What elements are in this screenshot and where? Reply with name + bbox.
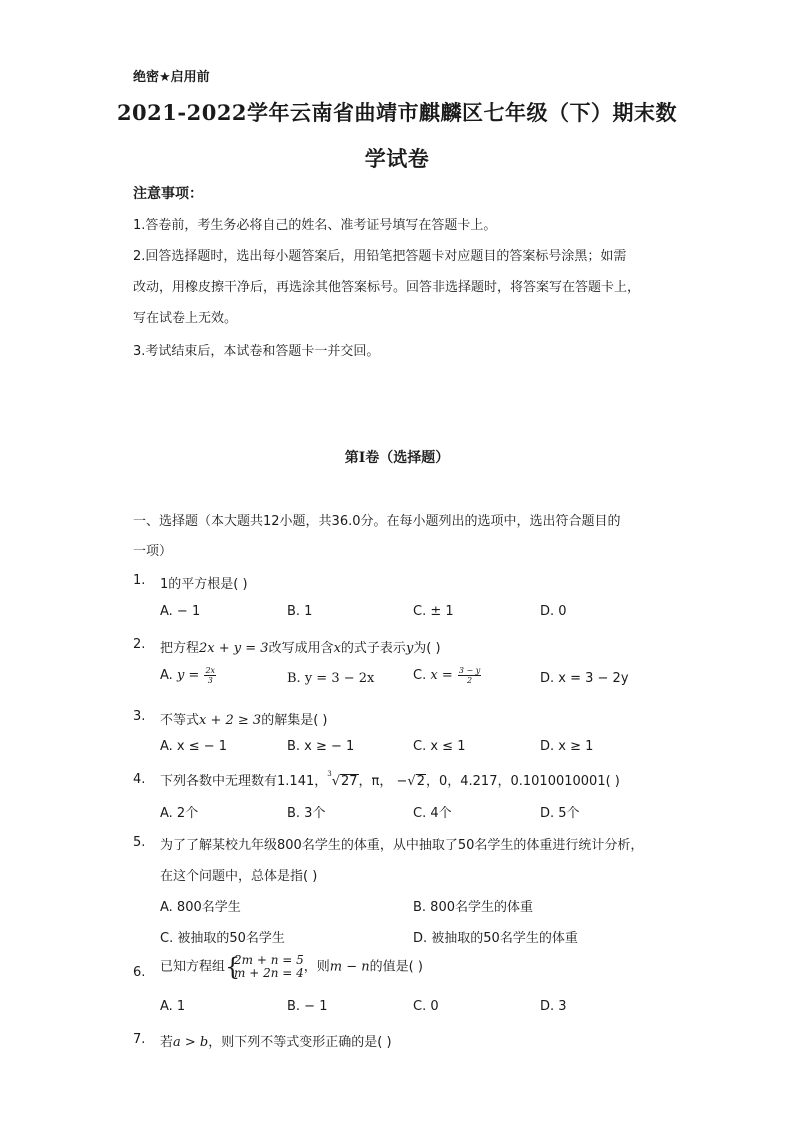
fraction-numerator: 2x <box>205 666 216 675</box>
question-text <box>160 709 328 728</box>
option-a: A. 2个 <box>160 806 199 821</box>
option-a: A. 1 <box>160 999 186 1014</box>
fraction-denominator: 3 <box>207 676 213 685</box>
question-text-prefix: 下列各数中无理数有 <box>160 774 278 789</box>
radical-sign: √ <box>331 774 340 789</box>
question-text-mid: 改写成用含 <box>268 641 334 656</box>
fraction <box>204 666 216 685</box>
question-number: 7. <box>133 1032 146 1047</box>
option-b: B. − 1 <box>287 999 328 1014</box>
question-number: 2. <box>133 637 146 652</box>
notice-item-2-line-2: 改动，用橡皮擦干净后，再选涂其他答案标号。回答非选择题时，将答案写在答题卡上， <box>133 280 641 295</box>
question-text-suffix: 为( ) <box>413 641 441 656</box>
option-c: C. x ≤ 1 <box>413 739 466 754</box>
option-d: D. x ≥ 1 <box>540 739 594 754</box>
notice-item-1: 1.答卷前，考生务必将自己的姓名、准考证号填写在答题卡上。 <box>133 218 497 233</box>
brace-glyph: { <box>225 953 241 981</box>
question-variable: y <box>405 641 414 656</box>
option-d: D. 被抽取的50名学生的体重 <box>413 931 578 946</box>
fraction-numerator: 3 − y <box>458 666 481 675</box>
part-heading-line-2: 一项） <box>133 544 173 559</box>
option-b: B. 800名学生的体重 <box>413 900 533 915</box>
equation-line-1: 2m + n = 5 <box>234 953 304 967</box>
question-text-line-1: 为了了解某校九年级800名学生的体重，从中抽取了50名学生的体重进行统计分析， <box>160 838 644 853</box>
equation-line-2: m + 2n = 4 <box>234 966 304 980</box>
option-lhs: y = <box>176 668 200 683</box>
option-d: D. x = 3 − 2y <box>540 671 629 686</box>
question-text-suffix: 的值是( ) <box>369 959 423 975</box>
option-b: B. 1 <box>287 604 313 619</box>
question-text <box>160 954 423 980</box>
question-variable: x <box>333 641 341 656</box>
option-c: C. 被抽取的50名学生 <box>160 931 285 946</box>
number-list-part: 1.141， <box>277 774 328 789</box>
equation-system <box>225 954 304 980</box>
question-text-mid: 的式子表示 <box>340 641 406 656</box>
option-a: A. − 1 <box>160 604 201 619</box>
part-heading-line-1: 一、选择题（本大题共12小题，共36.0分。在每小题列出的选项中，选出符合题目的 <box>133 514 621 529</box>
option-a: A. 800名学生 <box>160 900 241 915</box>
section-title: 第Ⅰ卷（选择题） <box>344 450 450 466</box>
question-text-line-2: 在这个问题中，总体是指( ) <box>160 869 318 884</box>
option-label: C. <box>413 668 427 683</box>
option-label: A. <box>160 668 173 683</box>
question-expression: m − n <box>329 959 370 975</box>
option-d: D. 3 <box>540 999 567 1014</box>
option-b: B. y = 3 − 2x <box>287 671 375 686</box>
cube-root-index: 3 <box>327 770 332 778</box>
option-c: C. 0 <box>413 999 439 1014</box>
question-text-prefix: 若 <box>160 1035 174 1050</box>
notice-item-3: 3.考试结束后，本试卷和答题卡一并交回。 <box>133 344 380 359</box>
option-lhs: x = <box>430 668 453 683</box>
question-number: 1. <box>133 573 146 588</box>
question-text-suffix: 的解集是( ) <box>261 713 328 728</box>
number-list-part: ，0，4.217，0.1010010001( ) <box>425 774 620 789</box>
question-number: 6. <box>133 965 146 980</box>
question-equation: 2x + y = 3 <box>199 641 269 656</box>
exam-title-line-1: 2021-2022学年云南省曲靖市麒麟区七年级（下）期末数 <box>116 100 678 125</box>
notice-item-2-line-1: 2.回答选择题时，选出每小题答案后，用铅笔把答题卡对应题目的答案标号涂黑；如需 <box>133 249 627 264</box>
option-c: C. 4个 <box>413 806 452 821</box>
question-number: 4. <box>133 772 146 787</box>
question-expression: a > b <box>173 1035 209 1050</box>
question-text: 1的平方根是( ) <box>160 577 248 592</box>
question-text-prefix: 已知方程组 <box>160 959 226 975</box>
radical-sign: √ <box>407 774 416 789</box>
option-d: D. 0 <box>540 604 567 619</box>
option-c: C. ± 1 <box>413 604 454 619</box>
notice-heading: 注意事项： <box>133 186 203 202</box>
notice-item-2-line-3: 写在试卷上无效。 <box>133 311 238 326</box>
question-text-prefix: 把方程 <box>160 641 200 656</box>
option-a: A. x ≤ − 1 <box>160 739 228 754</box>
question-number: 5. <box>133 835 146 850</box>
question-text-suffix: ，则下列不等式变形正确的是( ) <box>208 1035 392 1050</box>
question-text <box>160 770 620 789</box>
number-list-part: ，π， − <box>358 774 408 789</box>
question-text-prefix: 不等式 <box>160 713 200 728</box>
option-d: D. 5个 <box>540 806 580 821</box>
fraction <box>458 666 481 685</box>
option-c <box>413 666 482 685</box>
option-a <box>160 666 217 685</box>
question-text <box>160 637 441 656</box>
fraction-denominator: 2 <box>467 676 473 685</box>
exam-title-line-2: 学试卷 <box>364 146 430 171</box>
option-b: B. x ≥ − 1 <box>287 739 355 754</box>
question-text-mid: ，则 <box>303 959 330 975</box>
question-text <box>160 1031 392 1050</box>
cube-root-radicand: 27 <box>341 774 358 789</box>
option-b: B. 3个 <box>287 806 326 821</box>
question-number: 3. <box>133 709 146 724</box>
square-root-radicand: 2 <box>416 774 425 789</box>
question-expression: x + 2 ≥ 3 <box>199 713 262 728</box>
secret-label: 绝密★启用前 <box>133 70 210 85</box>
